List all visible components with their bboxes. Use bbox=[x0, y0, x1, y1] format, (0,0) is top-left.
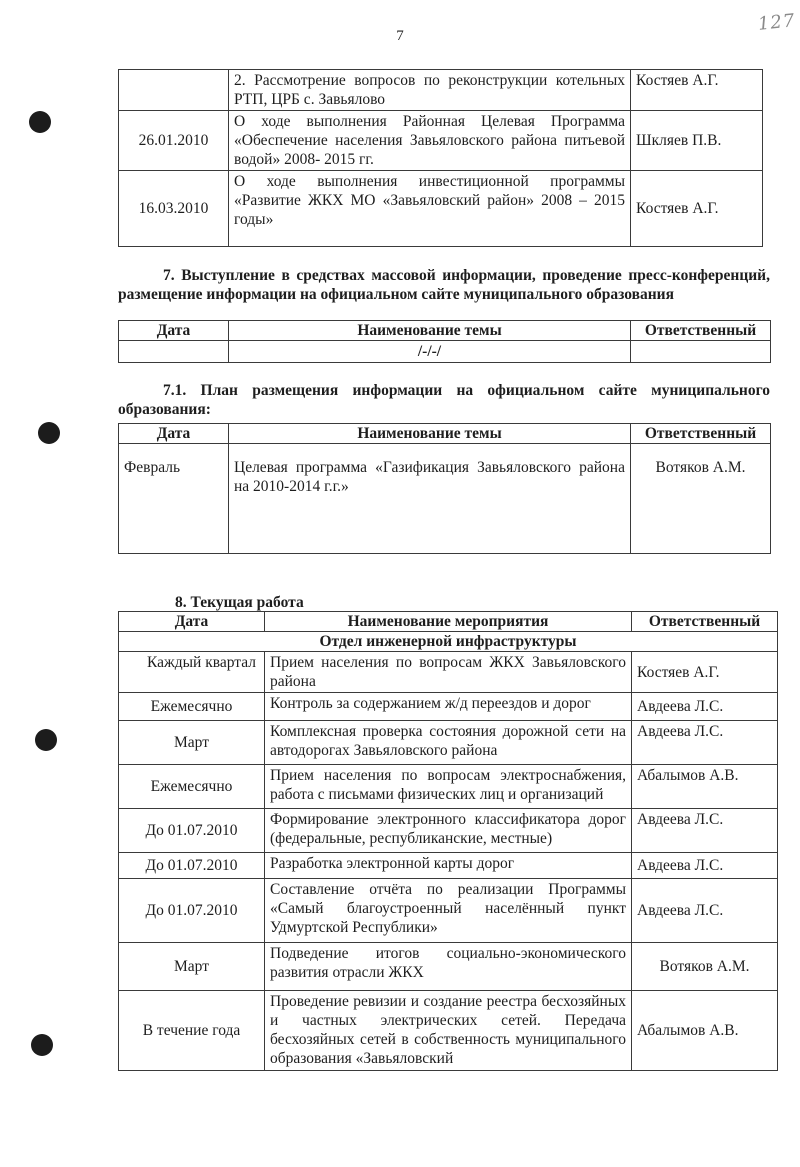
section-8-heading bbox=[175, 593, 575, 612]
responsible-cell: Абалымов А.В. bbox=[632, 765, 778, 809]
date-cell: 16.03.2010 bbox=[119, 171, 229, 247]
topic-cell: /-/-/ bbox=[229, 341, 631, 363]
event-cell: Разработка электронной карты дорог bbox=[265, 853, 632, 879]
responsible-cell: Костяев А.Г. bbox=[631, 171, 763, 247]
date-cell bbox=[119, 341, 229, 363]
table-section-7 bbox=[118, 320, 771, 363]
table-row bbox=[119, 341, 771, 363]
table-row bbox=[119, 70, 763, 111]
table-row bbox=[119, 809, 778, 853]
table-row bbox=[119, 765, 778, 809]
table-header-row bbox=[119, 612, 778, 632]
section-7-heading-text: 7. Выступление в средствах массовой информации, проведение пресс-конференций, размещение информации на официальном сайте муниципального образования bbox=[118, 267, 770, 303]
header-date: Дата bbox=[119, 424, 229, 444]
table-row bbox=[119, 991, 778, 1071]
date-cell: Каждый квартал bbox=[119, 652, 265, 693]
table-row bbox=[119, 721, 778, 765]
topic-cell: О ходе выполнения инвестиционной программы «Развитие ЖКХ МО «Завьяловский район» 2008 – 2015 годы» bbox=[229, 171, 631, 247]
table-row bbox=[119, 943, 778, 991]
event-cell: Прием населения по вопросам электроснабжения, работа с письмами физических лиц и организаций bbox=[265, 765, 632, 809]
header-date: Дата bbox=[119, 612, 265, 632]
topic-cell: Целевая программа «Газификация Завьяловского района на 2010-2014 г.г.» bbox=[229, 444, 631, 554]
table-section-8 bbox=[118, 611, 778, 1071]
header-event: Наименование мероприятия bbox=[265, 612, 632, 632]
responsible-cell: Авдеева Л.С. bbox=[632, 879, 778, 943]
table-header-row bbox=[119, 424, 771, 444]
event-cell: Подведение итогов социально-экономического развития отрасли ЖКХ bbox=[265, 943, 632, 991]
section-8-heading-text: 8. Текущая работа bbox=[175, 594, 304, 611]
event-cell: Комплексная проверка состояния дорожной сети на автодорогах Завьяловского района bbox=[265, 721, 632, 765]
event-cell: Проведение ревизии и создание реестра бесхозяйных и частных электрических сетей. Передача бесхозяйных сетей в собственность муниципального образования «Завьяловский bbox=[265, 991, 632, 1071]
table-row bbox=[119, 111, 763, 171]
section-7-1-heading bbox=[118, 381, 770, 419]
responsible-cell: Абалымов А.В. bbox=[632, 991, 778, 1071]
responsible-cell: Авдеева Л.С. bbox=[632, 693, 778, 721]
responsible-cell: Костяев А.Г. bbox=[632, 652, 778, 693]
table-row bbox=[119, 693, 778, 721]
punch-hole bbox=[35, 729, 57, 751]
responsible-cell: Шкляев П.В. bbox=[631, 111, 763, 171]
table-row bbox=[119, 171, 763, 247]
responsible-cell: Авдеева Л.С. bbox=[632, 809, 778, 853]
header-topic: Наименование темы bbox=[229, 424, 631, 444]
topic-cell: 2. Рассмотрение вопросов по реконструкции котельных РТП, ЦРБ с. Завьялово bbox=[229, 70, 631, 111]
responsible-cell: Авдеева Л.С. bbox=[632, 721, 778, 765]
header-responsible: Ответственный bbox=[631, 424, 771, 444]
section-7-heading bbox=[118, 266, 770, 304]
date-cell: До 01.07.2010 bbox=[119, 853, 265, 879]
topic-cell: О ходе выполнения Районная Целевая Программа «Обеспечение населения Завьяловского района питьевой водой» 2008- 2015 гг. bbox=[229, 111, 631, 171]
table-row bbox=[119, 444, 771, 554]
date-cell: Ежемесячно bbox=[119, 765, 265, 809]
department-title: Отдел инженерной инфраструктуры bbox=[119, 632, 778, 652]
responsible-cell bbox=[631, 341, 771, 363]
table-row bbox=[119, 652, 778, 693]
section-7-1-heading-text: 7.1. План размещения информации на официальном сайте муниципального образования: bbox=[118, 382, 770, 418]
date-cell: Март bbox=[119, 943, 265, 991]
date-cell: До 01.07.2010 bbox=[119, 809, 265, 853]
event-cell: Прием населения по вопросам ЖКХ Завьяловского района bbox=[265, 652, 632, 693]
page-number: 7 bbox=[396, 28, 404, 44]
table-section-7-1 bbox=[118, 423, 771, 554]
responsible-cell: Вотяков А.М. bbox=[632, 943, 778, 991]
date-cell: До 01.07.2010 bbox=[119, 879, 265, 943]
table-header-row bbox=[119, 321, 771, 341]
responsible-cell: Авдеева Л.С. bbox=[632, 853, 778, 879]
responsible-cell: Вотяков А.М. bbox=[631, 444, 771, 554]
header-responsible: Ответственный bbox=[632, 612, 778, 632]
table-continuation bbox=[118, 69, 763, 247]
event-cell: Контроль за содержанием ж/д переездов и дорог bbox=[265, 693, 632, 721]
date-cell: Ежемесячно bbox=[119, 693, 265, 721]
header-responsible: Ответственный bbox=[631, 321, 771, 341]
date-cell bbox=[119, 70, 229, 111]
handwritten-sheet-number: 127 bbox=[757, 10, 797, 35]
header-date: Дата bbox=[119, 321, 229, 341]
table-row bbox=[119, 853, 778, 879]
date-cell: Февраль bbox=[119, 444, 229, 554]
punch-hole bbox=[29, 111, 51, 133]
punch-hole bbox=[38, 422, 60, 444]
department-row bbox=[119, 632, 778, 652]
punch-hole bbox=[31, 1034, 53, 1056]
table-row bbox=[119, 879, 778, 943]
date-cell: Март bbox=[119, 721, 265, 765]
date-cell: 26.01.2010 bbox=[119, 111, 229, 171]
event-cell: Формирование электронного классификатора дорог (федеральные, республиканские, местные) bbox=[265, 809, 632, 853]
event-cell: Составление отчёта по реализации Программы «Самый благоустроенный населённый пункт Удмуртской Республики» bbox=[265, 879, 632, 943]
date-cell: В течение года bbox=[119, 991, 265, 1071]
responsible-cell: Костяев А.Г. bbox=[631, 70, 763, 111]
header-topic: Наименование темы bbox=[229, 321, 631, 341]
